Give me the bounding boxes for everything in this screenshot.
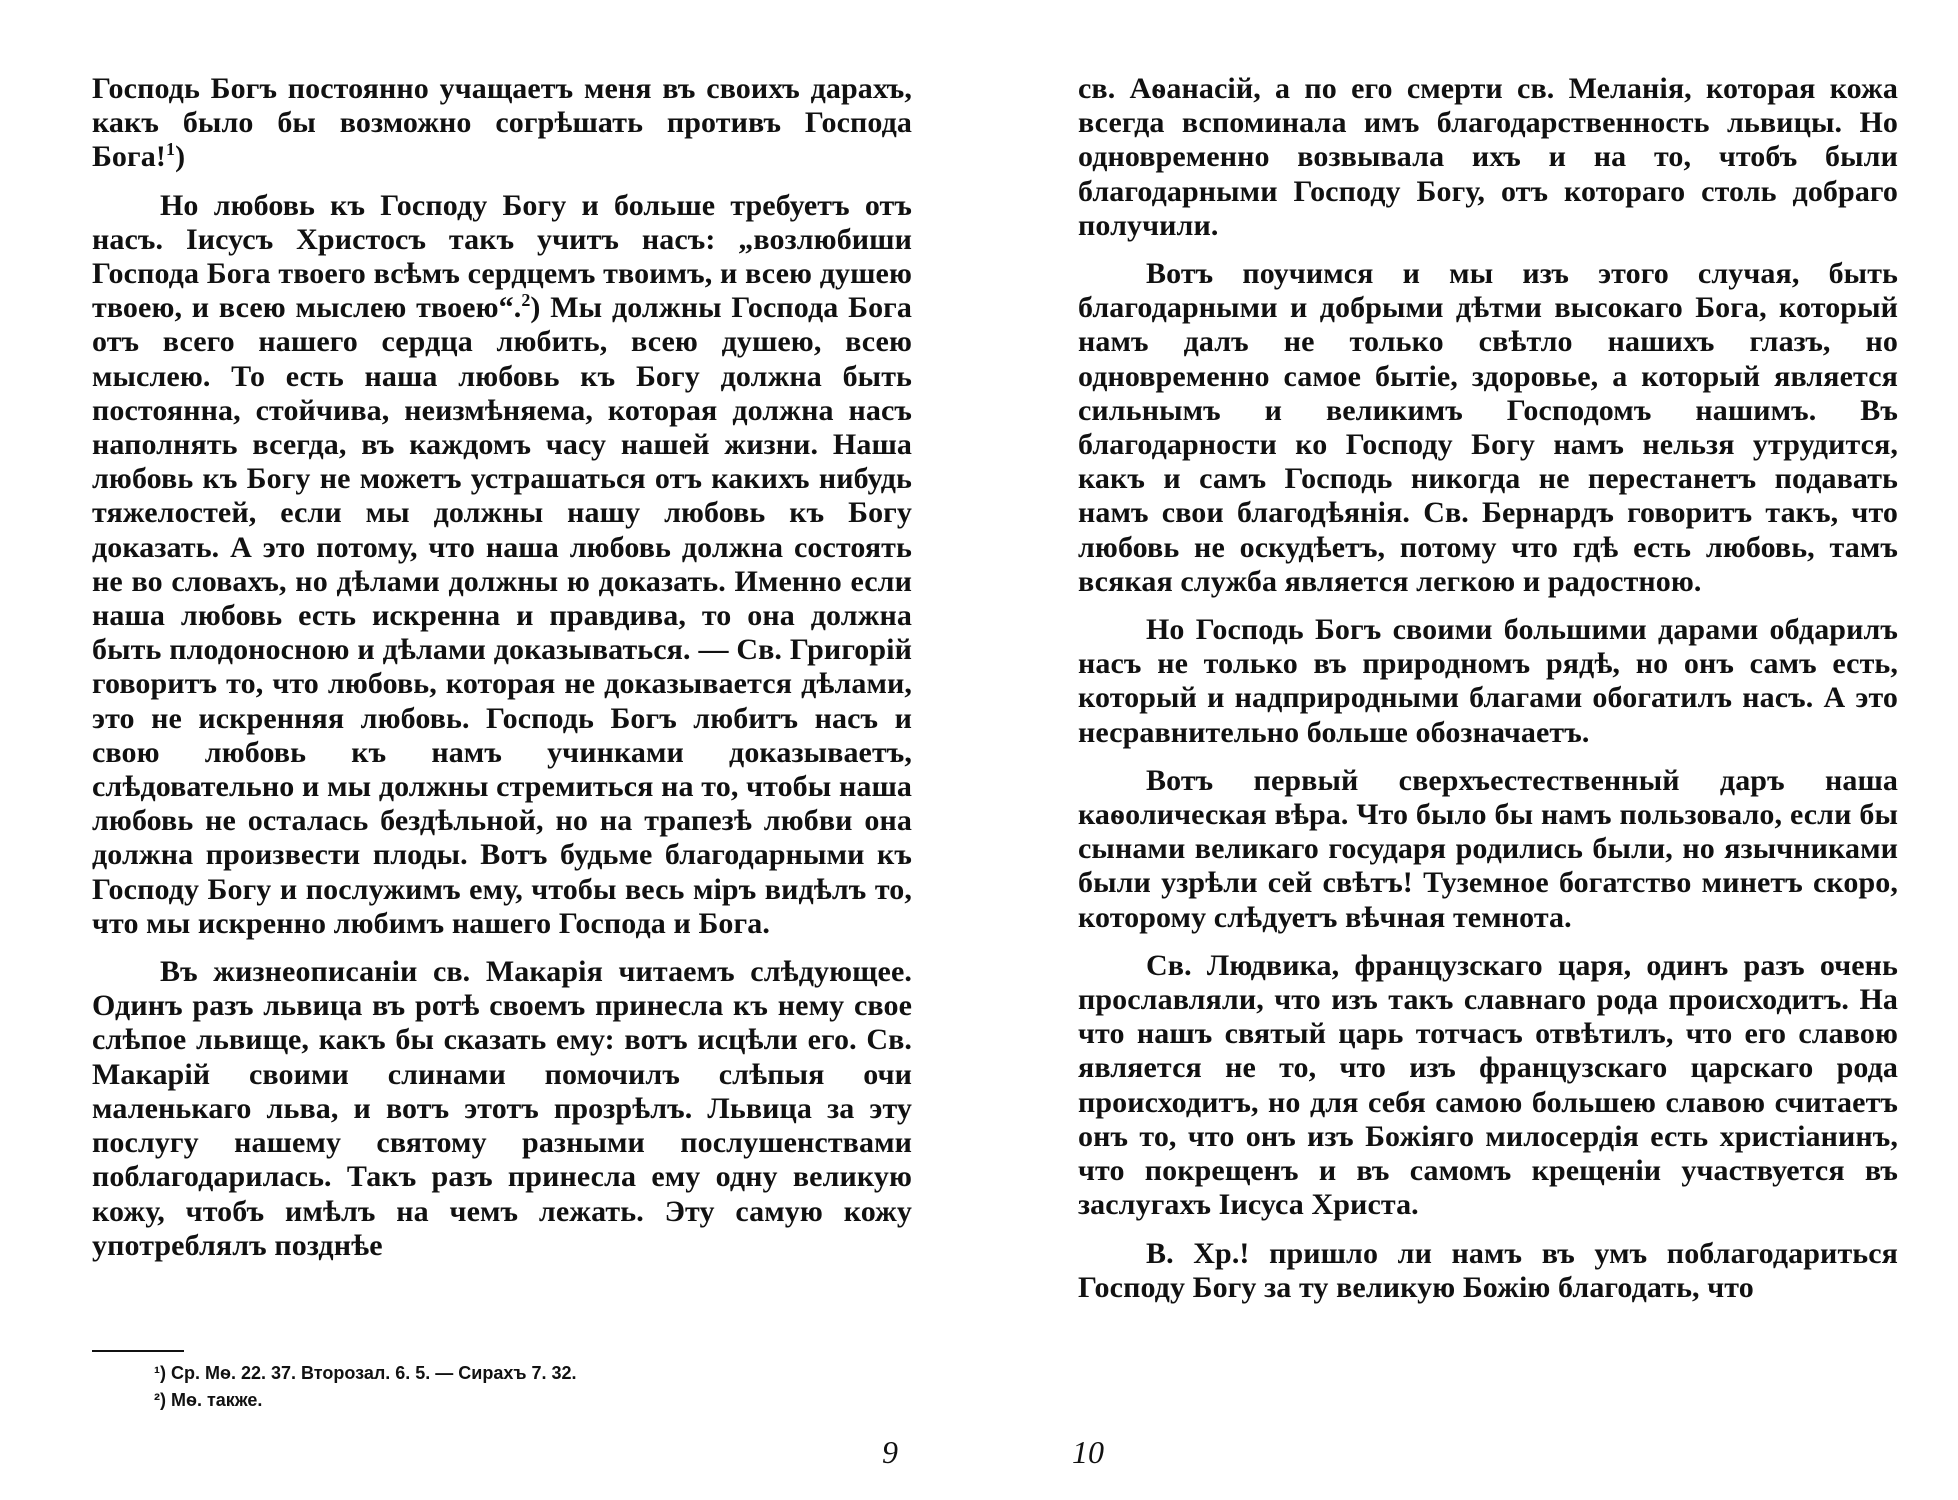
footnote-ref-1-paren: ) — [175, 140, 186, 174]
footnote-ref-2-paren: ) — [530, 291, 541, 325]
paragraph-2 — [92, 189, 912, 941]
page-number-left: 9 — [882, 1434, 898, 1470]
paragraph-1 — [92, 72, 912, 175]
paragraph-5: Вотъ поучимся и мы изъ этого случая, быть благодарными и добрыми дѣтми высокаго Бога, который намъ далъ не только свѣтло нашихъ глазъ, но одновременно самое бытіе, здоровье, а который является сильнымъ и великимъ Господомъ нашимъ. Въ благодарности ко Господу Богу намъ нельзя утрудится, какъ и самъ Господь никогда не перестанетъ подавать намъ свои благодѣянія. Св. Бернардъ говоритъ такъ, что любовь не оскудѣетъ, потому что гдѣ есть любовь, тамъ всякая служба является легкою и радостною. — [1078, 257, 1898, 598]
paragraph-9: В. Хр.! пришло ли намъ въ умъ поблагодариться Господу Богу за ту великую Божію благодать, что — [1078, 1236, 1898, 1304]
paragraph-2-continuation: Мы должны Господа Бога отъ всего нашего сердца любить, всею душею, всею мыслею. То есть наша любовь къ Богу должна быть постоянна, стойчива, неизмѣняема, которая должна насъ наполнять всегда, въ каждомъ часу нашей жизни. Наша любовь къ Богу не можетъ устрашаться отъ какихъ нибудь тяжелостей, если мы должны нашу любовь къ Богу доказать. А это потому, что наша любовь должна состоять не во словахъ, но дѣлами должны ю доказать. Именно если наша любовь есть искренна и правдива, то она должна быть плодоносною и дѣлами доказываться. — Св. Григорій говоритъ то, что любовь, которая не доказывается дѣлами, это не искренняя любовь. Господь Богъ любитъ насъ и свою любовь къ намъ учинками доказываетъ, слѣдовательно и мы должны стремиться на то, чтобы наша любовь не осталась бездѣльной, но на трапезѣ любви она должна произвести плоды. Вотъ будьме благодарными къ Господу Богу и послужимъ ему, чтобы весь міръ видѣлъ то, что мы искренно любимъ нашего Господа и Бога. — [92, 291, 912, 940]
footnotes — [154, 1360, 854, 1414]
paragraph-1-text: Господь Богъ постоянно учащаетъ меня въ своихъ дарахъ, какъ было бы возможно согрѣшать противъ Господа Бога! — [92, 72, 912, 174]
paragraph-3: Въ жизнеописаніи св. Макарія читаемъ слѣдующее. Одинъ разъ львица въ ротѣ своемъ принесла къ нему свое слѣпое львище, какъ бы сказать ему: вотъ исцѣли его. Св. Макарій своими слинами помочилъ слѣпыя очи маленькаго льва, и вотъ этотъ прозрѣлъ. Львица за эту послугу нашему святому разными послушенствами поблагодарилась. Такъ разъ принесла ему одну великую кожу, чтобъ имѣлъ на чемъ лежать. Эту самую кожу употреблялъ позднѣе — [92, 955, 912, 1262]
footnote-ref-2: 2 — [521, 290, 531, 311]
paragraph-7: Вотъ первый сверхъестественный даръ наша каѳолическая вѣра. Что было бы намъ пользовало, если бы сынами великаго государя родились были, но язычниками были узрѣли сей свѣтъ! Туземное богатство минетъ скоро, которому слѣдуетъ вѣчная темнота. — [1078, 763, 1898, 934]
footnote-ref-1: 1 — [165, 139, 176, 160]
left-page — [92, 72, 912, 1472]
paragraph-6: Но Господь Богъ своими большими дарами обдарилъ насъ не только въ природномъ рядѣ, но онъ самъ есть, который и надприродными благами обогатилъ насъ. А это несравнительно больше обозначаетъ. — [1078, 613, 1898, 749]
right-page — [1072, 72, 1898, 1472]
page-number-right: 10 — [1072, 1434, 1104, 1470]
paragraph-2-text: Но любовь къ Господу Богу и больше требуетъ отъ насъ. Іисусъ Христосъ такъ учитъ насъ: „возлюбиши Господа Бога твоего всѣмъ сердцемъ твоимъ, и всею душею твоею, и всею мыслею твоею“. — [92, 188, 912, 325]
paragraph-4: св. Аѳанасій, а по его смерти св. Меланія, которая кожа всегда вспоминала имъ благодарственность львицы. Но одновременно возвывала ихъ и на то, чтобъ были благодарными Господу Богу, отъ котораго столь добраго получили. — [1078, 72, 1898, 242]
footnote-divider — [92, 1350, 184, 1352]
footnote-1: ¹) Ср. Мѳ. 22. 37. Второзал. 6. 5. — Сирахъ 7. 32. — [154, 1363, 577, 1383]
footnote-2: ²) Мѳ. также. — [154, 1390, 263, 1410]
paragraph-8: Св. Людвика, французскаго царя, одинъ разъ очень прославляли, что изъ такъ славнаго рода происходитъ. На что нашъ святый царь тотчасъ отвѣтилъ, что его славою является не то, что изъ французскаго царскаго рода происходитъ, но для себя самою большею славою считаетъ онъ то, что онъ изъ Божіяго милосердія есть христіанинъ, что покрещенъ и въ самомъ крещеніи участвуется въ заслугахъ Іисуса Христа. — [1078, 948, 1898, 1222]
